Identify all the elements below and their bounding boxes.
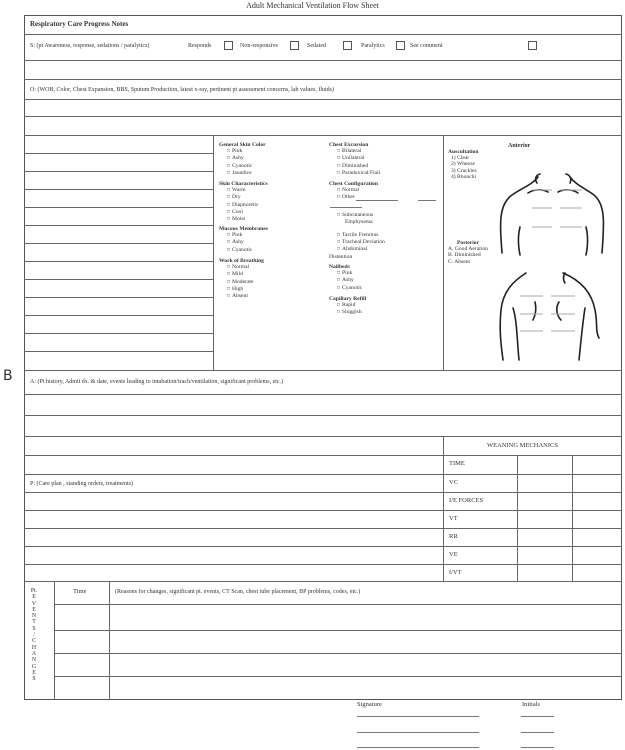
auscultation-legend: [448, 149, 478, 180]
option-tracheal-deviation[interactable]: □ Tracheal Deviation: [329, 239, 385, 246]
writing-line: [24, 243, 214, 244]
legend-item: 4) Rhonchi: [451, 173, 477, 180]
assessment-label: A: (Pt history, Admit dx. & date, events leading to intubation/trach/ventilation, significant problems, etc.): [30, 379, 284, 385]
other-blank-line[interactable]: [418, 200, 436, 201]
divider: [24, 370, 622, 371]
weaning-row-vc: VC: [449, 479, 459, 486]
option-emphysema-text: Emphysema: [345, 219, 373, 226]
option-normal[interactable]: □ Normal: [219, 264, 264, 271]
option-cyanotic[interactable]: □ Cyanotic: [329, 285, 362, 292]
legend-item: A. Good Aeration: [448, 246, 488, 253]
weaning-row-vt: VT: [449, 515, 458, 522]
option-normal[interactable]: □ Normal: [329, 187, 378, 194]
chest-excursion-group: [329, 142, 380, 177]
group-heading: Chest Excursion: [329, 142, 369, 148]
column-divider: [213, 135, 214, 370]
divider: [54, 653, 622, 654]
group-heading: Capillary Refill: [329, 296, 367, 302]
checkbox-responds[interactable]: [224, 41, 233, 50]
option-cool[interactable]: □ Cool: [219, 209, 268, 216]
option-cyanotic[interactable]: □ Cyanotic: [219, 163, 266, 170]
writing-line: [24, 528, 444, 529]
writing-line: [24, 510, 444, 511]
divider: [443, 474, 622, 475]
divider: [443, 564, 622, 565]
option-non-responsive: Non-responsive: [240, 43, 278, 49]
writing-line: [24, 297, 214, 298]
nailbeds-group: [329, 264, 362, 292]
divider: [24, 581, 622, 582]
weaning-row-ve: VE: [449, 551, 458, 558]
signature-line-2[interactable]: [357, 732, 479, 733]
weaning-mechanics-title: WEANING MECHANICS: [487, 442, 558, 449]
group-heading: General Skin Color: [219, 142, 266, 148]
option-unilateral[interactable]: □ Unilateral: [329, 155, 380, 162]
option-diaphoretic[interactable]: □ Diaphoretic: [219, 202, 268, 209]
events-time-header: Time: [73, 588, 87, 595]
signature-label: Signature: [357, 701, 382, 708]
column-divider: [109, 581, 110, 700]
mucous-membranes-group: [219, 226, 268, 254]
anterior-torso-diagram: [490, 165, 620, 260]
writing-line: [24, 207, 214, 208]
legend-item: C. Absent: [448, 258, 471, 265]
option-ashy[interactable]: □ Ashy: [219, 239, 268, 246]
subcutaneous-emphysema-option[interactable]: [329, 212, 373, 225]
writing-line: [24, 333, 214, 334]
torso-outline-left: [500, 273, 526, 360]
option-cyanotic[interactable]: □ Cyanotic: [219, 247, 268, 254]
writing-line: [24, 261, 214, 262]
writing-line: [24, 315, 214, 316]
signature-line-3[interactable]: [357, 747, 479, 748]
divider: [54, 604, 622, 605]
option-warm[interactable]: □ Warm: [219, 187, 268, 194]
initials-line-2[interactable]: [521, 732, 554, 733]
capillary-refill-group: [329, 296, 366, 317]
legend-heading: Auscultation: [448, 149, 479, 155]
objective-label: O: (WOB, Color, Chest Expansion, BBS, Sputum Production, latest x-ray, pertinent pt assessment concerns, lab values, fluids): [30, 87, 334, 93]
weaning-row-time: TIME: [449, 460, 465, 467]
divider: [443, 455, 622, 456]
subjective-label: S: (pt Awareness, response, sedations / paralytics): [30, 43, 150, 49]
weaning-row-rr: RR: [449, 533, 458, 540]
column-divider: [443, 436, 444, 581]
option-high[interactable]: □ High: [219, 286, 264, 293]
option-rapid[interactable]: □ Rapid: [329, 302, 366, 309]
option-dry[interactable]: □ Dry: [219, 194, 268, 201]
legend-item: 1) Clear: [451, 155, 470, 162]
events-side-label: Pt. E V E N T S / C H A N G E S: [30, 588, 38, 683]
writing-line: [24, 564, 444, 565]
divider: [443, 492, 622, 493]
option-moist[interactable]: □ Moist: [219, 216, 268, 223]
divider: [24, 34, 622, 35]
option-paradoxical-flail[interactable]: □ Paradoxical/Flail: [329, 170, 380, 177]
posterior-torso-diagram: [495, 270, 620, 365]
option-diminished[interactable]: □ Diminished: [329, 163, 380, 170]
writing-line: [24, 546, 444, 547]
events-reasons-header: (Reasons for changes, significant pt. events, CT Scan, chest tube placement, BP problems, codes, etc.): [115, 589, 361, 595]
option-mild[interactable]: □ Mild: [219, 271, 264, 278]
group-heading: Skin Characteristics: [219, 181, 268, 187]
option-distention-text: Distention: [329, 253, 353, 260]
option-other[interactable]: □ Other: [329, 194, 378, 201]
option-ashy[interactable]: □ Ashy: [329, 277, 362, 284]
option-pink[interactable]: □ Pink: [329, 270, 362, 277]
signature-line-1[interactable]: [357, 716, 479, 717]
writing-line: [24, 225, 214, 226]
writing-line: [24, 279, 214, 280]
divider: [24, 79, 622, 80]
posterior-legend: [448, 240, 488, 265]
other-blank-line[interactable]: [356, 200, 398, 201]
group-heading: Work of Breathing: [219, 258, 264, 264]
initials-label: Initials: [522, 701, 541, 708]
checkbox-non-responsive[interactable]: [290, 41, 299, 50]
chest-configuration-group: [329, 181, 378, 202]
column-divider: [443, 135, 444, 370]
writing-line: [24, 455, 444, 456]
option-pink[interactable]: □ Pink: [219, 232, 268, 239]
option-responds: Responds: [188, 43, 212, 49]
divider: [24, 116, 622, 117]
divider: [54, 676, 622, 677]
option-subcutaneous[interactable]: □ Subcutaneous: [329, 212, 373, 219]
legend-item: 3) Crackles: [451, 167, 477, 174]
option-paralytics: Paralytics: [361, 43, 385, 49]
weaning-row-fvt: f/VT: [449, 569, 462, 576]
figure-panel-label: B: [3, 368, 13, 384]
writing-line: [24, 492, 444, 493]
plan-label: P: (Care plan , standing orders, treatments): [30, 481, 133, 487]
document-title: Adult Mechanical Ventilation Flow Sheet: [246, 1, 379, 10]
other-blank-line[interactable]: [330, 207, 362, 208]
work-of-breathing-group: [219, 258, 264, 300]
option-see-comment: See comment: [410, 43, 443, 49]
group-heading: Mucous Membranes: [219, 226, 268, 232]
writing-line: [24, 189, 214, 190]
torso-outline-left: [501, 177, 538, 253]
torso-outline-right: [563, 273, 599, 338]
option-pink[interactable]: □ Pink: [219, 148, 266, 155]
legend-item: B. Diminished: [448, 252, 481, 259]
posterior-label: Posterior: [457, 240, 480, 246]
divider: [443, 510, 622, 511]
initials-line-3[interactable]: [521, 747, 554, 748]
checkbox-paralytics[interactable]: [396, 41, 405, 50]
general-skin-color-group: [219, 142, 266, 177]
divider: [443, 528, 622, 529]
divider: [24, 415, 622, 416]
writing-line: [24, 171, 214, 172]
writing-line: [24, 153, 214, 154]
skin-characteristics-group: [219, 181, 268, 223]
group-heading: Chest Configuration: [329, 181, 378, 187]
writing-line: [24, 474, 444, 475]
divider: [24, 60, 622, 61]
option-ashy[interactable]: □ Ashy: [219, 155, 266, 162]
divider: [54, 630, 622, 631]
divider: [24, 99, 622, 100]
anterior-label: Anterior: [508, 143, 531, 149]
legend-item: 2) Wheeze: [451, 161, 475, 168]
group-heading: Nailbeds: [329, 264, 350, 270]
option-absent[interactable]: □ Absent: [219, 293, 264, 300]
option-tactile-fremitus[interactable]: □ Tactile Fremitus: [329, 232, 385, 239]
divider: [24, 394, 622, 395]
misc-chest-options: [329, 232, 385, 260]
checkbox-sedated[interactable]: [343, 41, 352, 50]
option-jaundice[interactable]: □ Jaundice: [219, 170, 266, 177]
initials-line-1[interactable]: [521, 716, 554, 717]
writing-line: [24, 351, 214, 352]
checkbox-see-comment[interactable]: [528, 41, 537, 50]
divider: [24, 436, 622, 437]
divider: [443, 546, 622, 547]
option-bilateral[interactable]: □ Bilateral: [329, 148, 380, 155]
option-sluggish[interactable]: □ Sluggish: [329, 309, 366, 316]
option-sedated: Sedated: [307, 43, 326, 49]
weaning-row-ie-forces: I/E FORCES: [449, 497, 484, 504]
column-divider: [54, 581, 55, 700]
divider: [24, 135, 622, 136]
section-header: Respiratory Care Progress Notes: [30, 20, 129, 28]
option-abdominal[interactable]: □ Abdominal: [329, 246, 385, 253]
option-moderate[interactable]: □ Moderate: [219, 279, 264, 286]
